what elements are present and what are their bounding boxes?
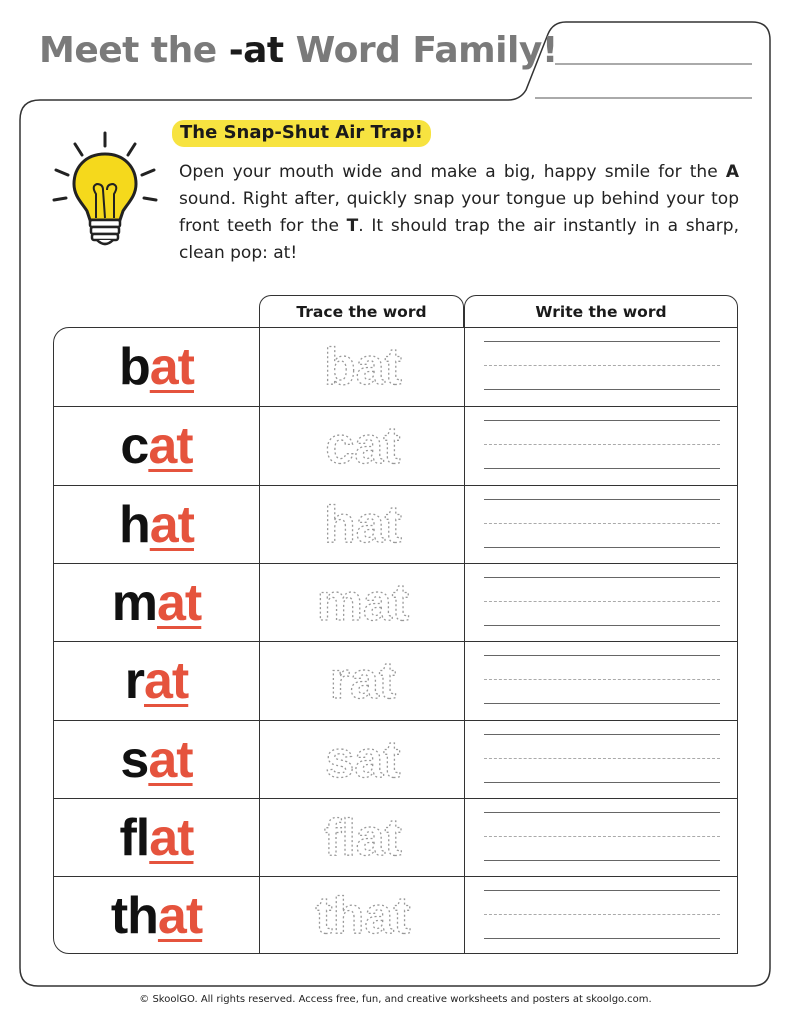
write-cell[interactable] [484,407,720,485]
trace-cell[interactable] [261,564,465,642]
handwriting-solid-line [484,420,720,421]
table-row [54,485,737,564]
write-cell[interactable] [484,564,720,642]
dotted-trace-word[interactable] [261,564,465,642]
dotted-trace-word[interactable] [261,486,465,564]
trace-word-text: hat [324,495,402,554]
table-row [54,641,737,720]
word-cell [54,721,259,799]
handwriting-solid-line [484,703,720,704]
handwriting-solid-line [484,547,720,548]
word-cell [54,486,259,564]
handwriting-solid-line [484,389,720,390]
dotted-trace-word[interactable] [261,799,465,877]
word-cell [54,877,259,955]
word-family-ending: at [148,417,193,476]
handwriting-midline [484,836,720,837]
trace-cell[interactable] [261,799,465,877]
trace-column-header: Trace the word [259,295,464,327]
handwriting-midline [484,444,720,445]
word-cell [54,407,259,485]
handwriting-solid-line [484,468,720,469]
handwriting-solid-line [484,577,720,578]
word-cell [54,642,259,720]
trace-word-text: that [315,887,411,946]
dotted-trace-word[interactable] [261,407,465,485]
trace-cell[interactable] [261,877,465,955]
trace-word-text: bat [324,338,402,396]
table-row [54,798,737,877]
write-cell[interactable] [484,799,720,877]
word-onset: fl [119,808,150,867]
handwriting-solid-line [484,341,720,342]
word-family-ending: at [157,887,203,946]
dotted-trace-word[interactable] [261,721,465,799]
word-family-ending: at [149,338,194,396]
word-family-ending: at [149,808,194,867]
write-cell[interactable] [484,877,720,955]
handwriting-midline [484,758,720,759]
handwriting-midline [484,679,720,680]
trace-cell[interactable] [261,642,465,720]
table-row [54,328,737,406]
trace-word-text: sat [325,730,401,789]
handwriting-solid-line [484,812,720,813]
trace-cell[interactable] [261,486,465,564]
word-family-ending: at [149,495,194,554]
word-onset: s [120,730,149,789]
trace-cell[interactable] [261,721,465,799]
tip-title: The Snap-Shut Air Trap! [172,120,431,147]
word-onset: m [111,573,157,632]
dotted-trace-word[interactable] [261,328,465,406]
write-column-header: Write the word [464,295,738,327]
handwriting-solid-line [484,625,720,626]
handwriting-midline [484,914,720,915]
write-cell[interactable] [484,486,720,564]
word-family-ending: at [157,573,202,632]
trace-word-text: cat [325,417,401,476]
handwriting-midline [484,365,720,366]
trace-word-text: mat [316,573,410,632]
handwriting-solid-line [484,890,720,891]
word-cell [54,564,259,642]
handwriting-solid-line [484,499,720,500]
handwriting-solid-line [484,860,720,861]
word-onset: b [118,338,150,396]
handwriting-midline [484,601,720,602]
word-cell [54,799,259,877]
trace-cell[interactable] [261,328,465,406]
word-cell [54,328,259,406]
handwriting-solid-line [484,938,720,939]
write-cell[interactable] [484,328,720,406]
word-table [53,327,738,954]
trace-word-text: flat [324,808,402,867]
table-row [54,563,737,642]
trace-word-text: rat [329,652,397,711]
trace-cell[interactable] [261,407,465,485]
lightbulb-icon [50,130,160,250]
write-cell[interactable] [484,642,720,720]
word-onset: r [124,652,144,711]
handwriting-solid-line [484,734,720,735]
word-family-ending: at [144,652,189,711]
write-cell[interactable] [484,721,720,799]
handwriting-solid-line [484,782,720,783]
table-row [54,406,737,485]
page-title: Meet the -at Word Family! [39,30,558,71]
word-onset: c [120,417,149,476]
handwriting-solid-line [484,655,720,656]
dotted-trace-word[interactable] [261,642,465,720]
footer-copyright: © SkoolGO. All rights reserved. Access free, fun, and creative worksheets and posters at skoolgo.com. [139,994,652,1005]
handwriting-midline [484,523,720,524]
table-row [54,720,737,799]
word-onset: th [110,887,158,946]
word-family-ending: at [148,730,193,789]
word-onset: h [118,495,150,554]
dotted-trace-word[interactable] [261,877,465,955]
table-row [54,876,737,955]
tip-text: Open your mouth wide and make a big, happy smile for the A sound. Right after, quickly snap your tongue up behind your top front teeth for the T. It should trap the air instantly in a sharp, clean pop: at! [179,162,739,263]
